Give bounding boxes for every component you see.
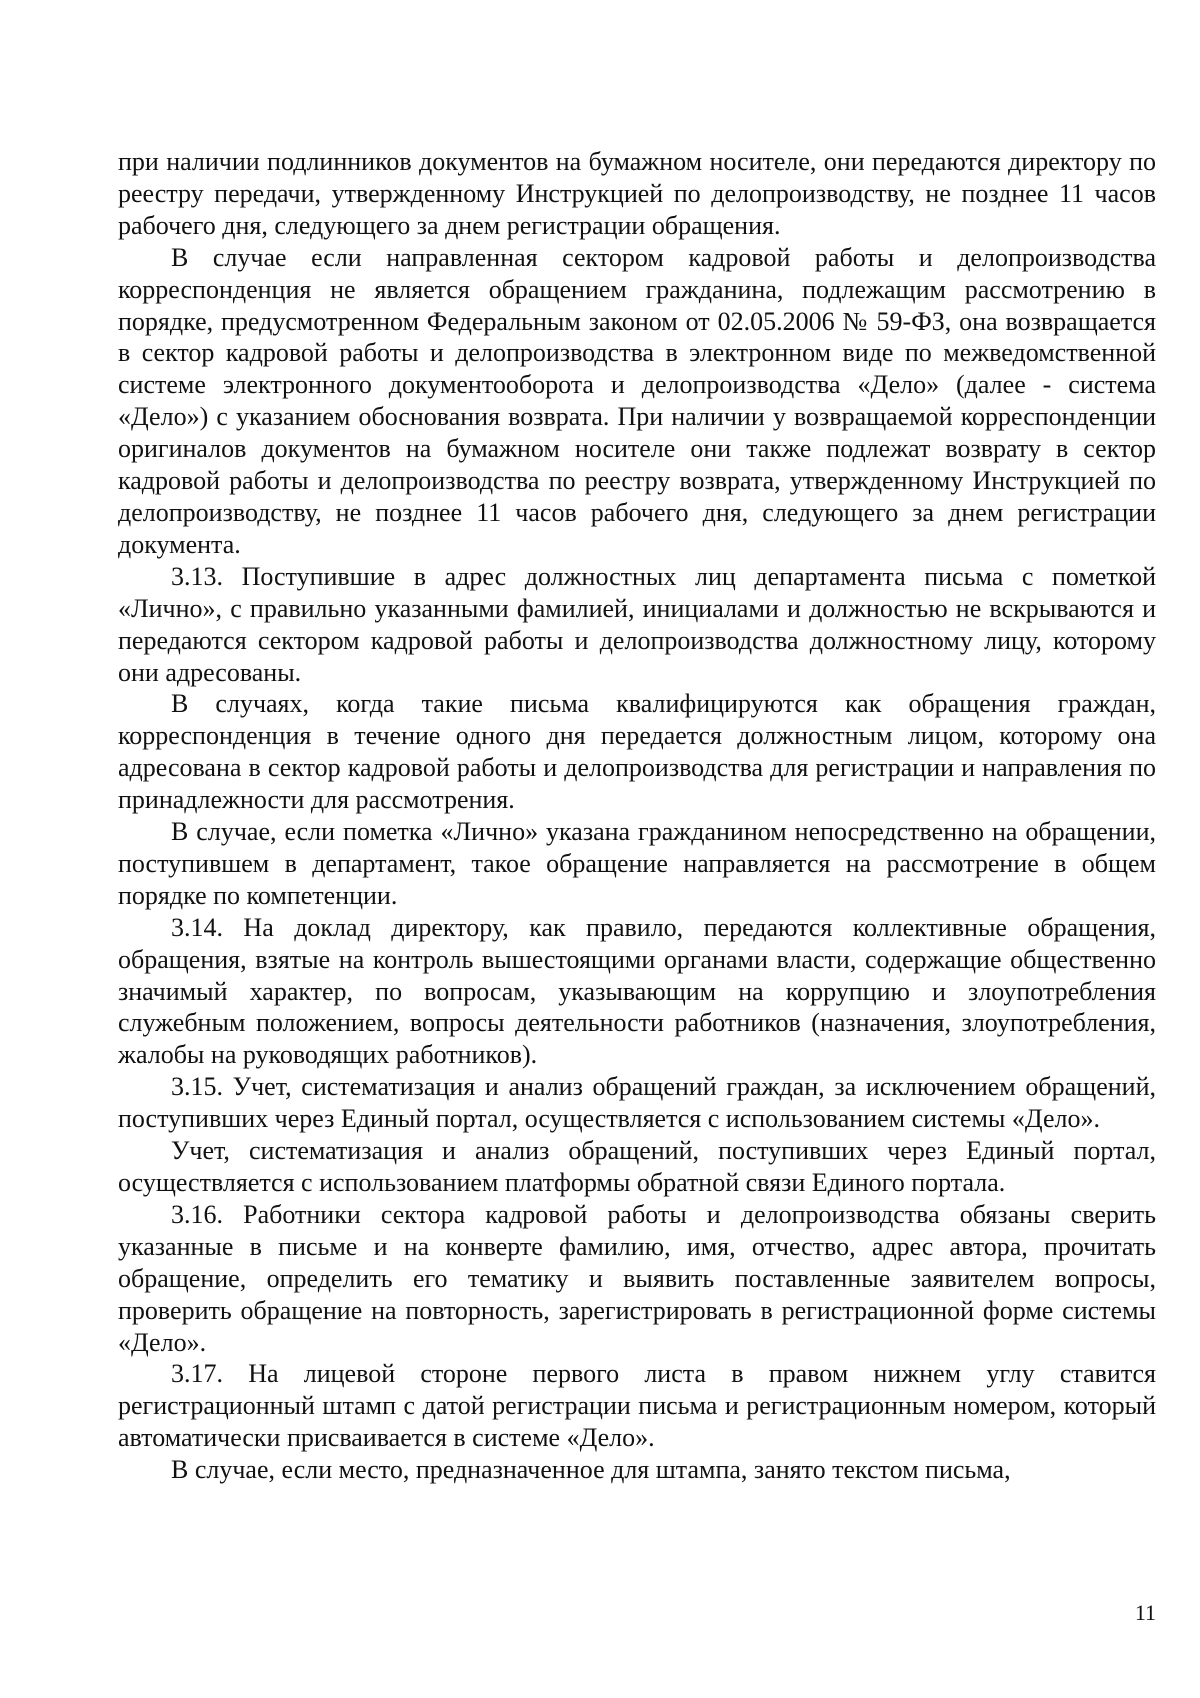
paragraph-continuation: при наличии подлинников документов на бумажном носителе, они передаются директору по реестру передачи, утвержденному Инструкцией по делопроизводству, не позднее 11 часов рабочего дня, следующего за днем регистрации обращения.	[118, 147, 1156, 240]
paragraph-citizen-letters: В случаях, когда такие письма квалифицируются как обращения граждан, корреспонденция в течение одного дня передается должностным лицом, которому она адресована в сектор кадровой работы и делопроизводства для регистрации и направления по принадлежности для рассмотрения.	[118, 689, 1156, 815]
paragraph-3-13: 3.13. Поступившие в адрес должностных лиц департамента письма с пометкой «Лично», с правильно указанными фамилией, инициалами и должностью не вскрываются и передаются сектором кадровой работы и делопроизводства должностному лицу, которому они адресованы.	[118, 561, 1156, 687]
paragraph-3-14: 3.14. На доклад директору, как правило, передаются коллективные обращения, обращения, взятые на контроль вышестоящими органами власти, содержащие общественно значимый характер, по вопросам, указывающим на коррупцию и злоупотребления служебным положением, вопросы деятельности работников (назначения, злоупотребления, жалобы на руководящих работников).	[118, 912, 1156, 1070]
paragraph-return-procedure: В случае если направленная сектором кадровой работы и делопроизводства корреспонденция не является обращением гражданина, подлежащим рассмотрению в порядке, предусмотренном Федеральным законом от 02.05.2006 № 59-ФЗ, она возвращается в сектор кадровой работы и делопроизводства в электронном виде по межведомственной системе электронного документооборота и делопроизводства «Дело» (далее - система «Дело») с указанием обоснования возврата. При наличии у возвращаемой корреспонденции оригиналов документов на бумажном носителе они также подлежат возврату в сектор кадровой работы и делопроизводства по реестру возврата, утвержденному Инструкцией по делопроизводству, не позднее 11 часов рабочего дня, следующего за днем регистрации документа.	[118, 242, 1156, 559]
document-body	[118, 146, 1156, 1486]
paragraph-personal-mark: В случае, если пометка «Лично» указана гражданином непосредственно на обращении, поступившем в департамент, такое обращение направляется на рассмотрение в общем порядке по компетенции.	[118, 817, 1156, 910]
paragraph-3-17: 3.17. На лицевой стороне первого листа в правом нижнем углу ставится регистрационный штамп с датой регистрации письма и регистрационным номером, который автоматически присваивается в системе «Дело».	[118, 1359, 1156, 1453]
paragraph-3-16: 3.16. Работники сектора кадровой работы и делопроизводства обязаны сверить указанные в письме и на конверте фамилию, имя, отчество, адрес автора, прочитать обращение, определить его тематику и выявить поставленные заявителем вопросы, проверить обращение на повторность, зарегистрировать в регистрационной форме системы «Дело».	[118, 1199, 1156, 1357]
paragraph-3-15: 3.15. Учет, систематизация и анализ обращений граждан, за исключением обращений, поступивших через Единый портал, осуществляется с использованием системы «Дело».	[118, 1072, 1156, 1134]
page-number: 11	[1134, 1600, 1156, 1625]
paragraph-portal-accounting: Учет, систематизация и анализ обращений, поступивших через Единый портал, осуществляется с использованием платформы обратной связи Единого портала.	[118, 1136, 1156, 1197]
paragraph-stamp-place: В случае, если место, предназначенное для штампа, занято текстом письма,	[171, 1455, 1011, 1485]
